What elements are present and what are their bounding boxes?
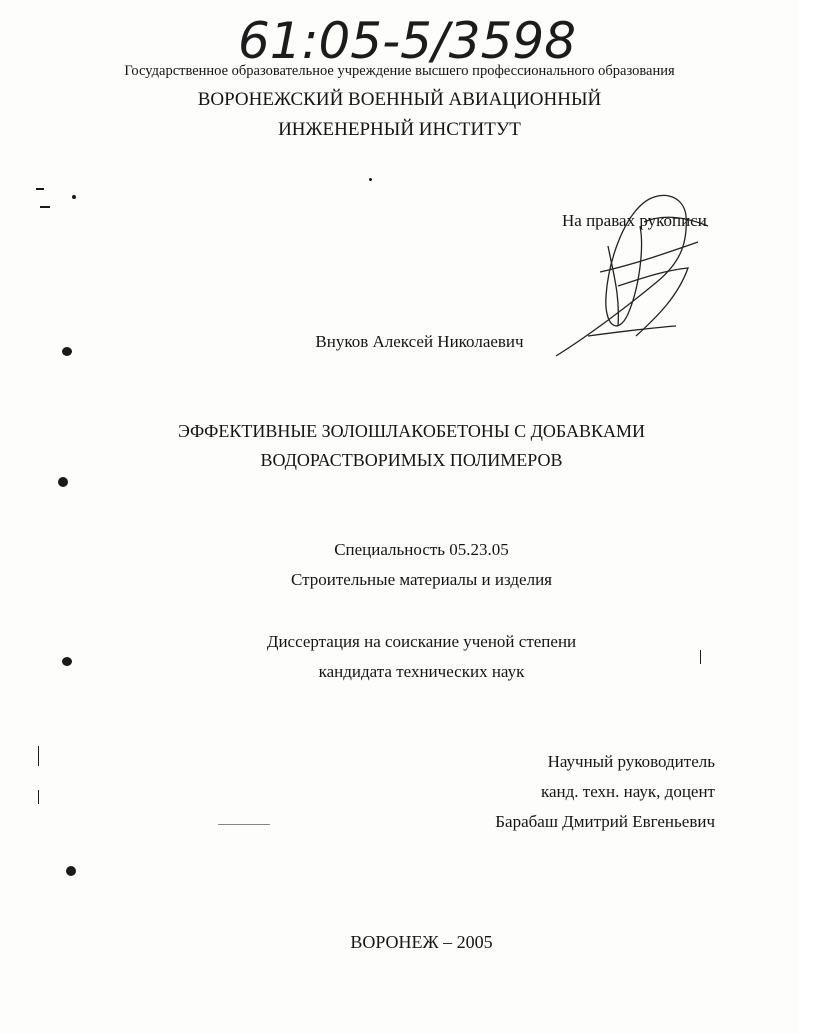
specialty-code: Специальность 05.23.05 [334,540,509,559]
degree-line-2: кандидата технических наук [318,662,525,681]
scan-speck [218,824,270,825]
scan-speck [369,178,372,181]
author-name: Внуков Алексей Николаевич [315,332,524,351]
archive-code-text: 61:05-5/3598 [238,12,577,70]
scan-speck [36,188,44,190]
scan-speck [66,866,76,876]
scan-speck [700,650,701,664]
organization-type: Государственное образовательное учреждение высшего профессионального образования [124,63,675,79]
specialty-name: Строительные материалы и изделия [291,570,552,589]
handwritten-archive-code [232,6,577,70]
city-year: ВОРОНЕЖ – 2005 [350,932,493,952]
scan-speck [58,477,68,487]
scan-speck [38,790,39,804]
manuscript-rights-note: На правах рукописи [562,211,707,230]
supervisor-name: Барабаш Дмитрий Евгеньевич [495,812,715,831]
scan-speck [72,195,76,199]
scan-speck [62,657,72,666]
dissertation-title-line-2: ВОДОРАСТВОРИМЫХ ПОЛИМЕРОВ [260,450,563,470]
scan-speck [40,206,50,208]
degree-line-1: Диссертация на соискание ученой степени [266,632,577,651]
institute-name-line-2: ИНЖЕНЕРНЫЙ ИНСТИТУТ [278,119,521,140]
scan-speck [38,746,39,766]
supervisor-role: Научный руководитель [547,752,715,771]
scan-speck [62,347,72,356]
institute-name-line-1: ВОРОНЕЖСКИЙ ВОЕННЫЙ АВИАЦИОННЫЙ [197,89,602,110]
supervisor-credentials: канд. техн. наук, доцент [540,782,715,801]
dissertation-title-line-1: ЭФФЕКТИВНЫЕ ЗОЛОШЛАКОБЕТОНЫ С ДОБАВКАМИ [177,421,646,441]
